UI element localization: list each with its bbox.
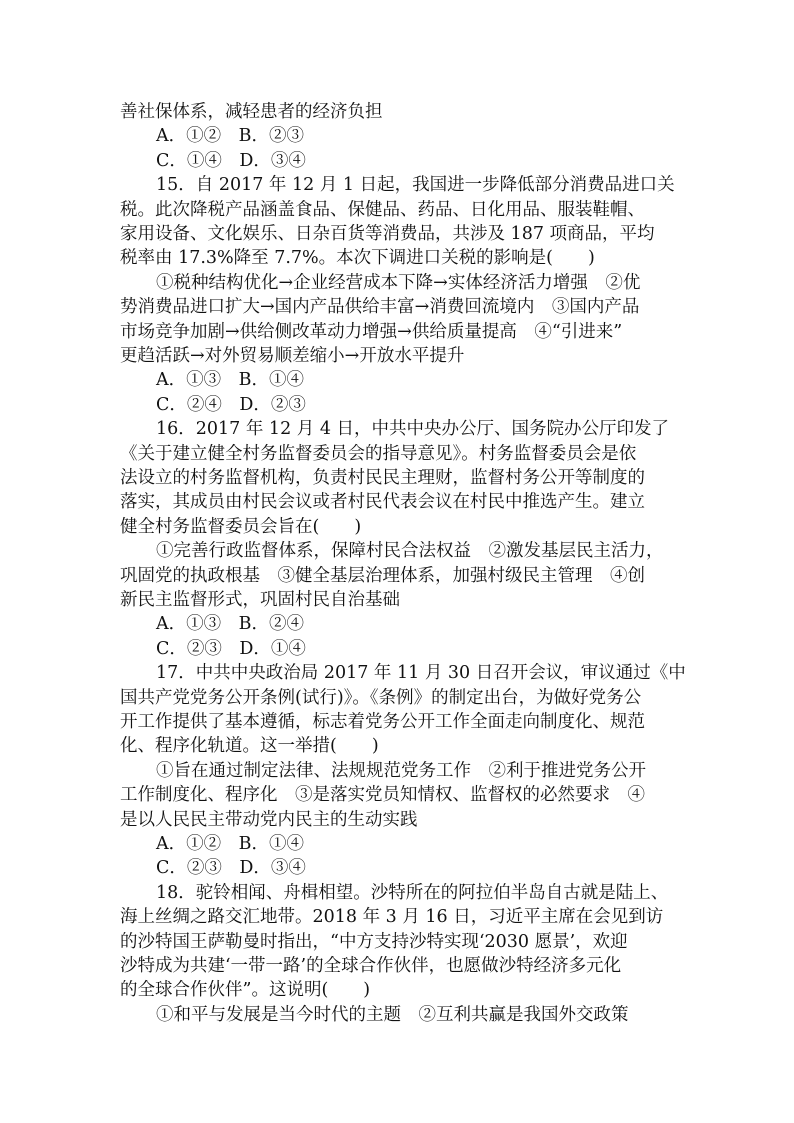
text-line: 17．中共中央政治局 2017 年 11 月 30 日召开会议，审议通过《中 xyxy=(156,663,686,684)
text-line: 化、程序化轨道。这一举措( ) xyxy=(120,736,379,757)
text-line: 16．2017 年 12 月 4 日，中共中央办公厅、国务院办公厅印发了 xyxy=(156,419,670,440)
text-line: 法设立的村务监督机构，负责村民民主理财，监督村务公开等制度的 xyxy=(120,468,645,488)
text-line: 是以人民民主带动党内民主的生动实践 xyxy=(120,809,418,830)
text-line: 国共产党党务公开条例(试行)》。《条例》的制定出台，为做好党务公 xyxy=(120,687,642,708)
text-line: 巩固党的执政根基 ③健全基层治理体系，加强村级民主管理 ④创 xyxy=(120,565,645,586)
text-line: 《关于建立健全村务监督委员会的指导意见》。村务监督委员会是依 xyxy=(120,443,637,464)
text-line: 势消费品进口扩大→国内产品供给丰富→消费回流境内 ③国内产品 xyxy=(120,297,640,318)
text-line: ①税种结构优化→企业经营成本下降→实体经济活力增强 ②优 xyxy=(156,272,641,293)
text-line: C．②③ D．①④ xyxy=(156,638,306,659)
text-line: 家用设备、文化娱乐、日杂百货等消费品，共涉及 187 项商品，平均 xyxy=(120,224,655,244)
text-line: 税率由 17.3%降至 7.7%。本次下调进口关税的影响是( ) xyxy=(120,248,595,269)
text-line: 18．驼铃相闻、舟楫相望。沙特所在的阿拉伯半岛自古就是陆上、 xyxy=(156,882,669,903)
text-line: 海上丝绸之路交汇地带。2018 年 3 月 16 日，习近平主席在会见到访 xyxy=(120,907,664,928)
text-line: 的沙特国王萨勒曼时指出，“中方支持沙特实现‘2030 愿景’，欢迎 xyxy=(120,931,628,952)
text-line: 税。此次降税产品涵盖食品、保健品、药品、日化用品、服装鞋帽、 xyxy=(120,199,645,220)
text-line: 落实，其成员由村民会议或者村民代表会议在村民中推选产生。建立 xyxy=(120,492,645,513)
text-line: A．①③ B．②④ xyxy=(156,614,304,635)
text-line: ①旨在通过制定法律、法规规范党务工作 ②利于推进党务公开 xyxy=(156,760,646,781)
text-line: ①和平与发展是当今时代的主题 ②互利共赢是我国外交政策 xyxy=(156,1004,629,1025)
text-line: 健全村务监督委员会旨在( ) xyxy=(120,516,362,537)
text-line: ①完善行政监督体系，保障村民合法权益 ②激发基层民主活力， xyxy=(156,541,664,562)
text-line: A．①② B．①④ xyxy=(156,834,304,854)
text-line: A．①③ B．①④ xyxy=(156,370,304,391)
text-line: 15．自 2017 年 12 月 1 日起，我国进一步降低部分消费品进口关 xyxy=(156,175,675,196)
text-line: C．①④ D．③④ xyxy=(156,150,306,171)
text-line: 更趋活跃→对外贸易顺差缩小→开放水平提升 xyxy=(120,346,465,366)
text-line: 工作制度化、程序化 ③是落实党员知情权、监督权的必然要求 ④ xyxy=(120,785,645,806)
text-line: 善社保体系，减轻患者的经济负担 xyxy=(120,102,383,122)
text-line: 的全球合作伙伴”。这说明( ) xyxy=(120,980,371,1001)
text-line: 新民主监督形式，巩固村民自治基础 xyxy=(120,590,400,610)
text-line: 市场竞争加剧→供给侧改革动力增强→供给质量提高 ④“引进来” xyxy=(120,321,623,342)
text-line: 沙特成为共建‘一带一路’的全球合作伙伴，也愿做沙特经济多元化 xyxy=(120,956,622,976)
text-line: C．②④ D．②③ xyxy=(156,394,306,415)
text-line: A．①② B．②③ xyxy=(156,126,304,147)
text-line: C．②③ D．③④ xyxy=(156,858,306,879)
text-line: 开工作提供了基本遵循，标志着党务公开工作全面走向制度化、规范 xyxy=(120,712,645,732)
